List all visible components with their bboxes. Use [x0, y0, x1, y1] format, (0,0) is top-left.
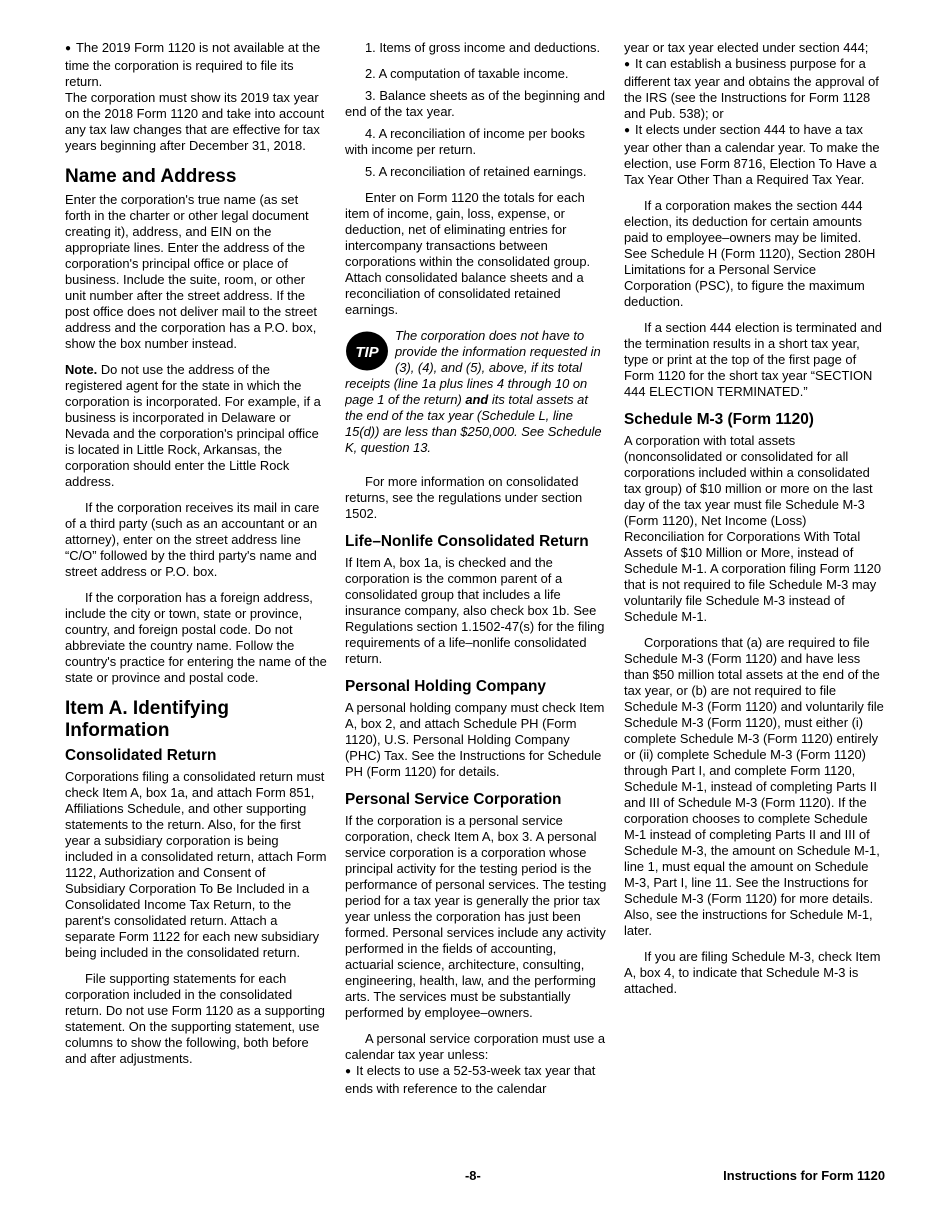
- paragraph-name-address: Enter the corporation's true name (as set forth in the charter or other legal document creating it), address, and EIN on the appropriate lines. Enter the address of the corporation's principal office or place of business. Include the suite, room, or other unit number after the street address. If the post office does not deliver mail to the street address and the corporation has a P.O. box, show the box number instead.: [65, 192, 317, 351]
- heading-schedule-m3: Schedule M-3 (Form 1120): [624, 411, 814, 428]
- list-item: 1. Items of gross income and deductions.: [365, 40, 601, 55]
- bullet-icon: ●: [65, 43, 72, 54]
- paragraph-2019-tax-year: The corporation must show its 2019 tax year on the 2018 Form 1120 and take into account any tax law changes that are effective for tax years beginning after December 31, 2018.: [65, 90, 325, 153]
- bullet-continuation: year or tax year elected under section 444;: [624, 40, 869, 55]
- paragraph-care-of: If the corporation receives its mail in care of a third party (such as an accountant or an attorney), enter on the street address line “C/O” followed by the third party's name and street address or P.O. box.: [65, 500, 320, 579]
- paragraph-more-info: For more information on consolidated returns, see the regulations under section 1502.: [345, 474, 583, 521]
- paragraph-supporting-statements: File supporting statements for each corporation included in the consolidated return. Do not use Form 1120 as a supporting statement. On the supporting statement, use columns to show the following, both before and after adjustments.: [65, 971, 325, 1066]
- paragraph-schedule-m3: A corporation with total assets (nonconsolidated or consolidated for all corporations included within a consolidated tax group) of $10 million or more on the last day of the tax year must file Schedule M-3 (Form 1120), Net Income (Loss) Reconciliation for Corporations With Total Assets of $10 Million or More, instead of Schedule M-1. A corporation filing Form 1120 that is not required to file Schedule M-3 may voluntarily file Schedule M-3 instead of Schedule M-1.: [624, 433, 881, 624]
- tip-label: TIP: [355, 344, 379, 361]
- paragraph-444-election: If a corporation makes the section 444 election, its deduction for certain amounts paid to employee–owners may be limited. See Schedule H (Form 1120), Section 280H Limitations for a Personal Service Corporation (PSC), to figure the maximum deduction.: [624, 198, 876, 309]
- heading-personal-service-corporation: Personal Service Corporation: [345, 791, 562, 808]
- tip-icon: [345, 330, 389, 372]
- list-item: 2. A computation of taxable income.: [365, 66, 569, 81]
- page-number: -8-: [465, 1168, 481, 1183]
- heading-item-a: Item A. Identifying Information: [65, 698, 229, 741]
- column-1: [65, 40, 327, 1077]
- list-item: 5. A reconciliation of retained earnings.: [365, 164, 587, 179]
- paragraph-schedule-m3-check: If you are filing Schedule M-3, check Item A, box 4, to indicate that Schedule M-3 is attached.: [624, 949, 881, 996]
- column-2: [345, 40, 607, 1097]
- heading-consolidated-return: Consolidated Return: [65, 747, 217, 764]
- paragraph-calendar-year: A personal service corporation must use a calendar tax year unless:: [345, 1031, 606, 1062]
- bullet-icon: ●: [624, 59, 631, 70]
- paragraph-2019-unavailable: ● The 2019 Form 1120 is not available at the time the corporation is required to file its return.: [65, 40, 321, 89]
- column-3: [624, 40, 886, 1007]
- paragraph-schedule-m3-options: Corporations that (a) are required to file Schedule M-3 (Form 1120) and have less than $50 million total assets at the end of the tax year, or (b) are not required to file Schedule M-3 (Form 1120) and voluntarily file Schedule M-3 (Form 1120), must either (i) complete Schedule M-3 (Form 1120) entirely or (ii) complete Schedule M-3 (Form 1120) through Part I, and complete Form 1120, Schedule M-1, instead of completing Parts II and III of Schedule M-3 (Form 1120). If the corporation chooses to complete Schedule M-1 instead of completing Parts II and III of Schedule M-3, the amount on Schedule M-1, line 1, must equal the amount on Schedule M-3, Part I, line 11. See the Instructions for Schedule M-3 (Form 1120) for more details. Also, see the instructions for Schedule M-1, later.: [624, 635, 884, 938]
- heading-name-and-address: Name and Address: [65, 166, 237, 187]
- paragraph-personal-service-corporation: If the corporation is a personal service corporation, check Item A, box 3. A personal service corporation is a corporation whose principal activity for the testing period is the performance of personal services. The testing period for a tax year is generally the prior tax year unless the corporation has just been formed. Personal services include any activity performed in the fields of accounting, actuarial science, architecture, consulting, engineering, health, law, and the performing arts. The services must be substantially performed by employee–owners.: [345, 813, 607, 1020]
- paragraph-444-terminated: If a section 444 election is terminated and the termination results in a short tax year, type or print at the top of the first page of Form 1120 for the short tax year “SECTION 444 ELECTION TERMINATED.”: [624, 320, 882, 399]
- list-item: 4. A reconciliation of income per books with income per return.: [345, 126, 585, 157]
- tip-box: TIP The corporation does not have to provide the information requested in (3), (4), and (5), above, if its total receipts (line 1a plus lines 4 through 10 on page 1 of the return) and its total assets at the end of the tax year (Schedule L, line 15(d)) are less than $250,000. See Schedule K, question 13.: [345, 328, 602, 455]
- paragraph-foreign-address: If the corporation has a foreign address, include the city or town, state or province, country, and foreign postal code. Do not abbreviate the country name. Follow the country's practice for entering the name of the state or province and postal code.: [65, 590, 327, 685]
- bullet-icon: ●: [624, 125, 631, 136]
- paragraph-consolidated-return: Corporations filing a consolidated return must check Item A, box 1a, and attach Form 851, Affiliations Schedule, and other supporting statements to the return. Also, for the first year a subsidiary corporation is being included in a consolidated return, attach Form 1122, Authorization and Consent of Subsidiary Corporation To Be Included in a Consolidated Income Tax Return, to the parent's consolidated return. Attach a separate Form 1122 for each new subsidiary being included in the consolidated return.: [65, 769, 327, 960]
- bullet-icon: ●: [345, 1066, 352, 1077]
- bullet-business-purpose: ● It can establish a business purpose for a different tax year and obtains the approval of the IRS (see the Instructions for Form 1128 and Pub. 538); or: [624, 56, 879, 121]
- paragraph-consolidated-totals: Enter on Form 1120 the totals for each item of income, gain, loss, expense, or deduction, net of eliminating entries for intercompany transactions between corporations within the consolidated group. Attach consolidated balance sheets and a reconciliation of consolidated retained earnings.: [345, 190, 591, 317]
- bullet-52-53-week: ● It elects to use a 52-53-week tax year that ends with reference to the calendar: [345, 1063, 596, 1096]
- heading-personal-holding-company: Personal Holding Company: [345, 678, 546, 695]
- footer-form-title: Instructions for Form 1120: [723, 1168, 885, 1183]
- list-item: 3. Balance sheets as of the beginning and end of the tax year.: [345, 88, 606, 119]
- paragraph-personal-holding-company: A personal holding company must check Item A, box 2, and attach Schedule PH (Form 1120), U.S. Personal Holding Company (PHC) Tax. See the Instructions for Schedule PH (Form 1120) for details.: [345, 700, 605, 779]
- heading-life-nonlife: Life–Nonlife Consolidated Return: [345, 533, 589, 550]
- paragraph-note: Note. Do not use the address of the registered agent for the state in which the corporation is incorporated. For example, if a business is incorporated in Delaware or Nevada and the corporation's principal office is located in Little Rock, Arkansas, the corporation should enter the Little Rock address.: [65, 362, 321, 489]
- paragraph-life-nonlife: If Item A, box 1a, is checked and the corporation is the common parent of a consolidated group that includes a life insurance company, also check box 1b. See Regulations section 1.1502-47(s) for the filing requirements of a life–nonlife consolidated return.: [345, 555, 605, 666]
- bullet-section-444: ● It elects under section 444 to have a tax year other than a calendar year. To make the election, use Form 8716, Election To Have a Tax Year Other Than a Required Tax Year.: [624, 122, 880, 187]
